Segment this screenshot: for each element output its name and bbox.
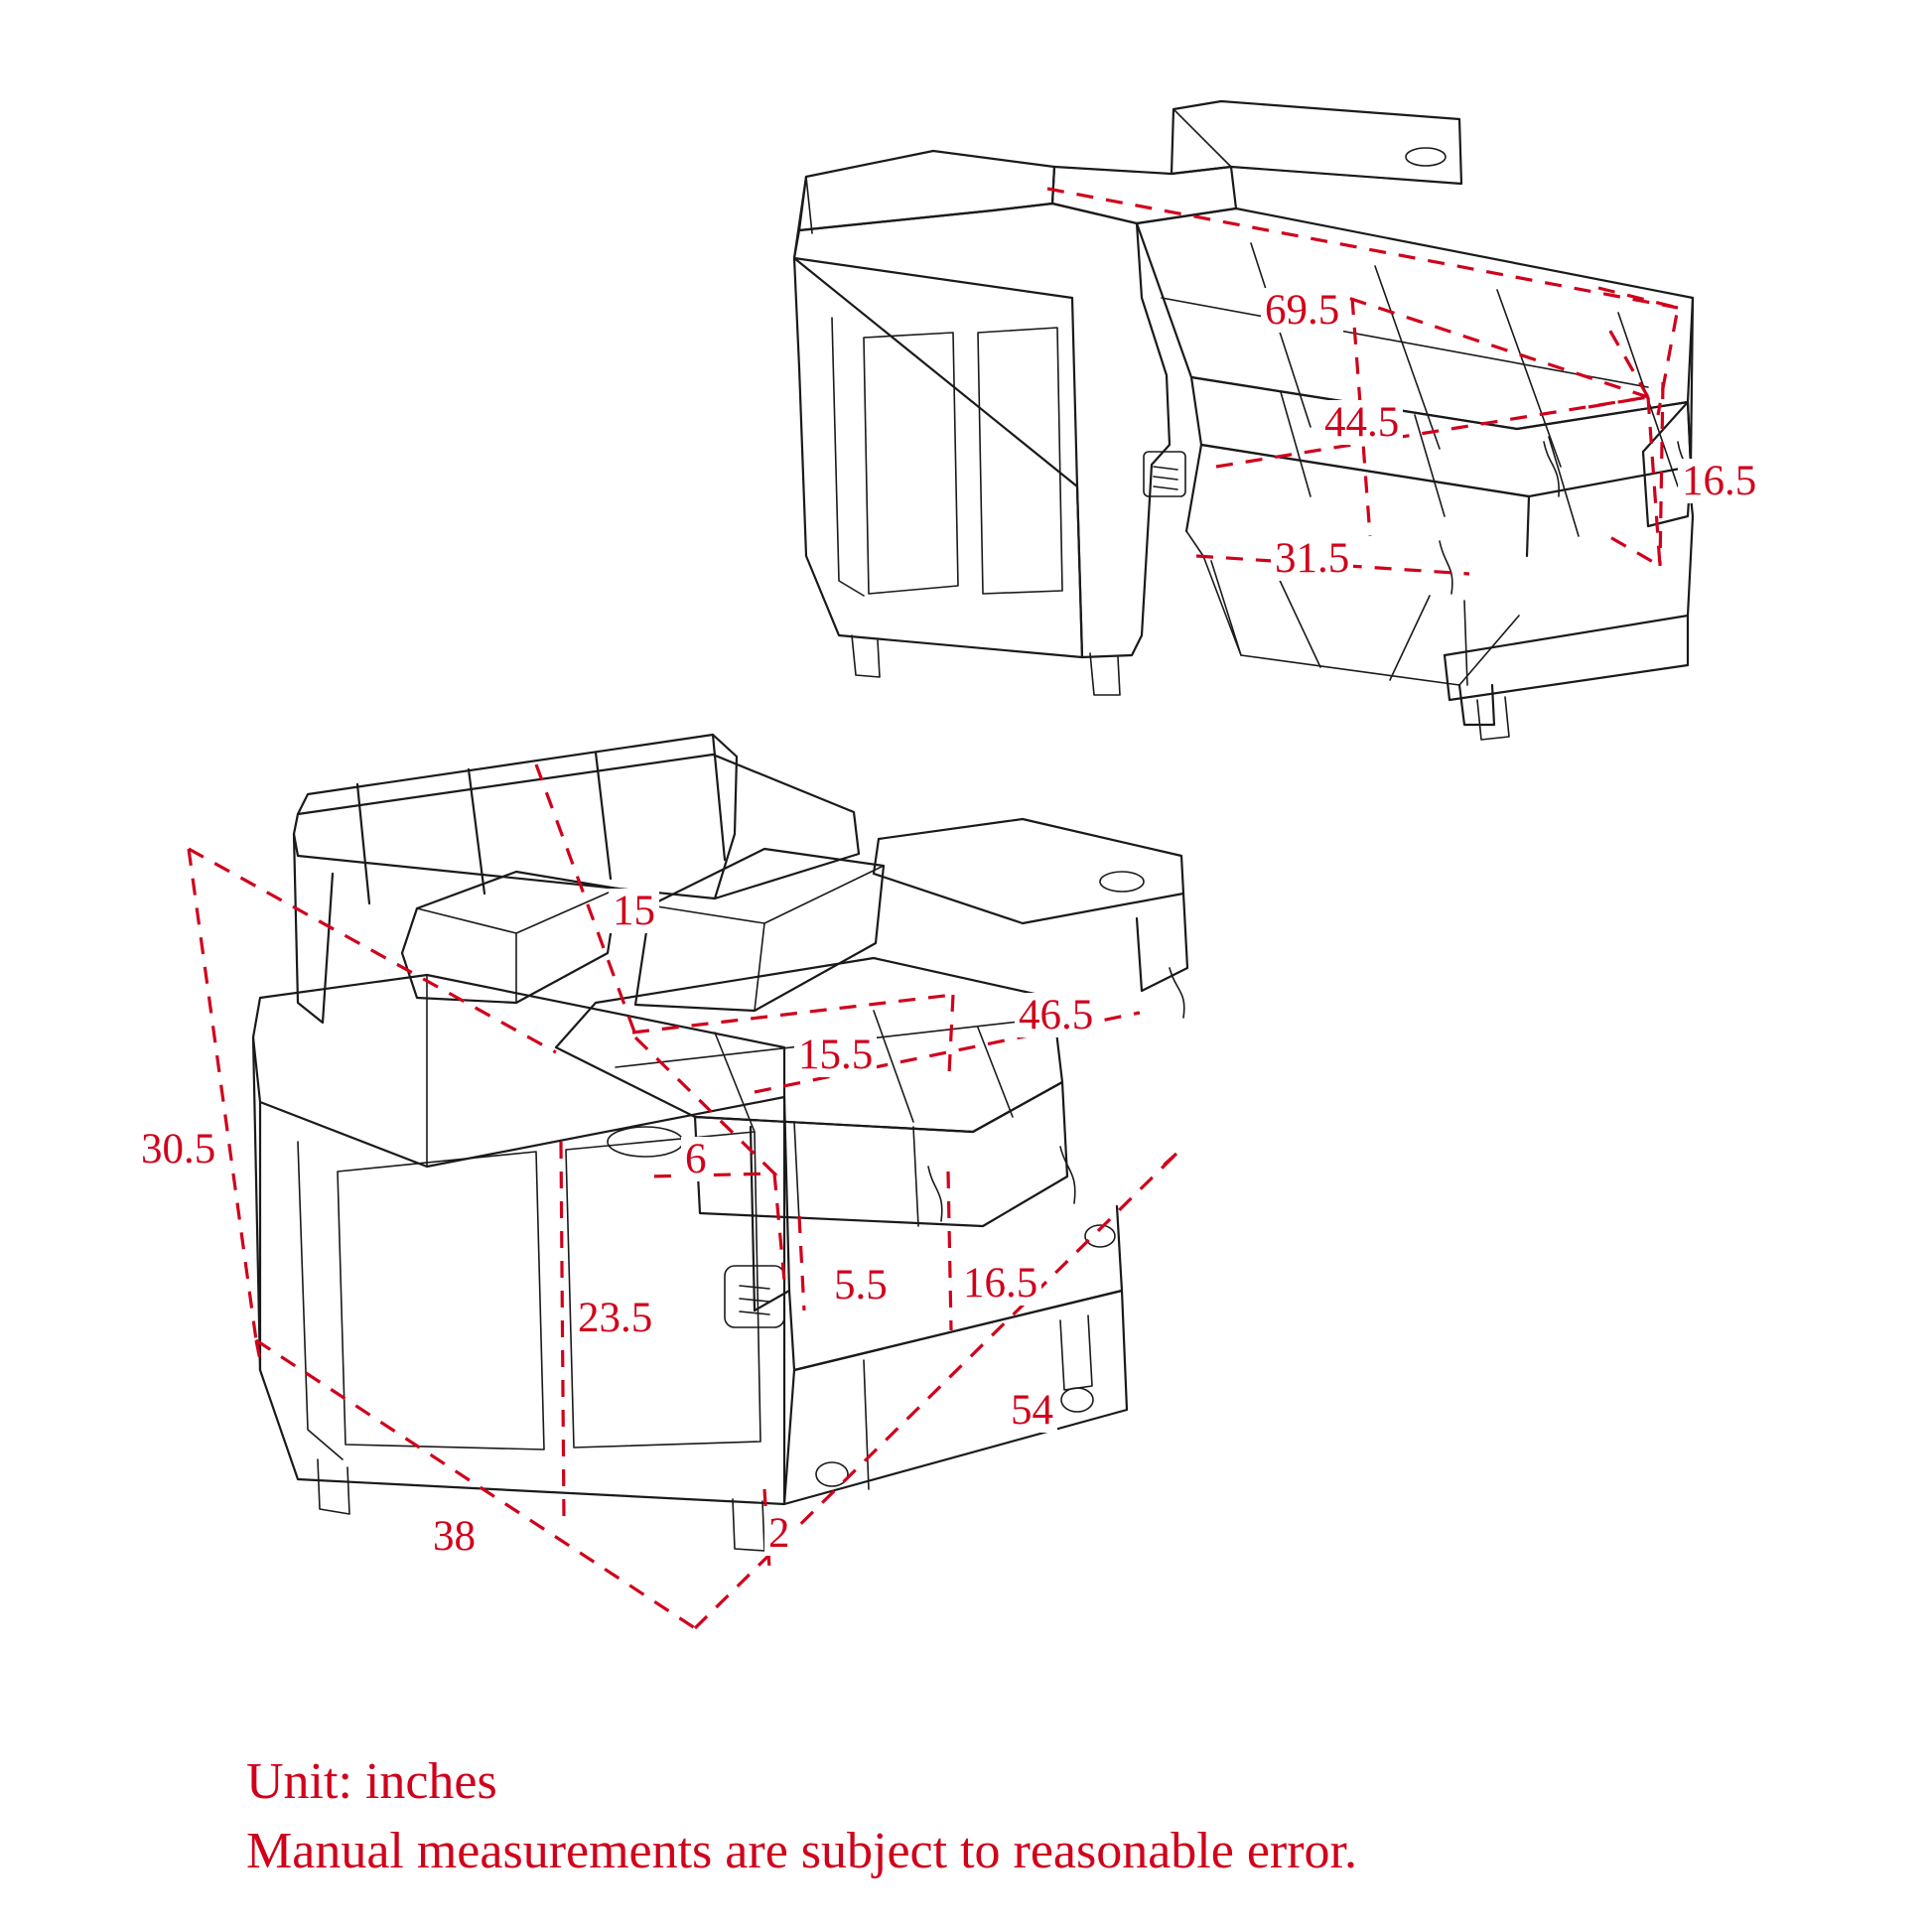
bed-open-view-dimension-lines: [1047, 189, 1678, 574]
dimension-label-16-5-top: 16.5: [1678, 459, 1760, 503]
dimension-label-69-5: 69.5: [1261, 288, 1343, 333]
dimension-label-31-5: 31.5: [1271, 536, 1353, 581]
footnote-unit: Unit: inches: [246, 1753, 497, 1810]
bed-open-view-outline: [794, 101, 1693, 740]
dimension-label-44-5: 44.5: [1320, 400, 1403, 445]
dimension-label-38: 38: [429, 1514, 480, 1559]
dimension-label-5-5: 5.5: [830, 1263, 892, 1308]
dimension-label-16-5-bottom: 16.5: [959, 1261, 1041, 1306]
dimension-label-30-5: 30.5: [137, 1127, 219, 1172]
dimension-label-15: 15: [609, 889, 659, 933]
dimension-label-6: 6: [681, 1137, 711, 1181]
dimension-label-2: 2: [764, 1511, 794, 1556]
dimension-label-23-5: 23.5: [574, 1296, 656, 1340]
dimension-label-54: 54: [1007, 1388, 1057, 1433]
dimension-label-15-5: 15.5: [794, 1033, 877, 1077]
footnote-error: Manual measurements are subject to reasonable error.: [246, 1823, 1357, 1879]
dimension-label-46-5: 46.5: [1015, 993, 1097, 1037]
